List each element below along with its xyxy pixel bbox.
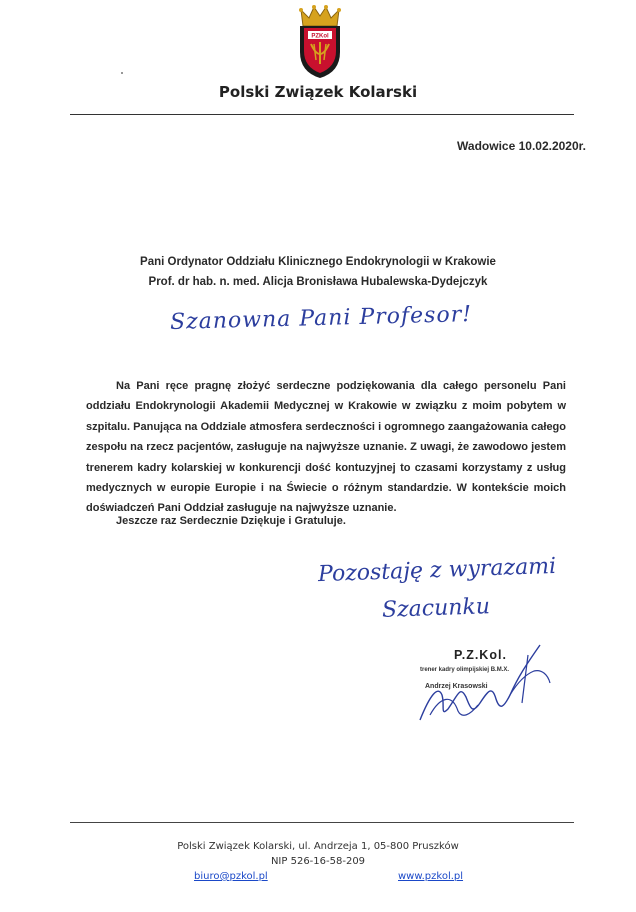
stamp-organization: P.Z.Kol.	[454, 648, 507, 662]
addressee-line-1: Pani Ordynator Oddziału Klinicznego Endokrynologii w Krakowie	[140, 256, 496, 268]
stamp-name: Andrzej Krasowski	[425, 683, 488, 690]
handwritten-closing-line-1: Pozostaję z wyrazami	[317, 553, 557, 588]
svg-text:PZKol: PZKol	[311, 33, 329, 40]
handwritten-salutation: Szanowna Pani Profesor!	[169, 302, 473, 335]
handwritten-closing-line-2: Szacunku	[381, 594, 491, 623]
closing-sentence: Jeszcze raz Serdecznie Dziękuje i Gratuluje.	[116, 515, 346, 527]
footer-address: Polski Związek Kolarski, ul. Andrzeja 1, 05-800 Pruszków	[177, 841, 459, 852]
footer-divider	[70, 822, 574, 823]
handwritten-signature	[400, 625, 560, 730]
pzkol-shield-logo	[295, 4, 345, 80]
header-divider	[70, 114, 574, 115]
body-paragraph: Na Pani ręce pragnę złożyć serdeczne podziękowania dla całego personelu Pani oddziału Endokrynologii Akademii Medycznej w Krakowie w związku z moim pobytem w szpitalu. Panująca na Oddziale atmosfera serdeczności i ogromnego zaangażowania całego zespołu na rzecz pacjentów, zasługuje na najwyższe uznanie. Z uwagi, że zawodowo jestem trenerem kadry kolarskiej w konkurencji dość kontuzyjnej to czasami korzystamy z usług medycznych w europie Europie i na Świecie o różnym standardzie. W kontekście moich doświadczeń Pani Oddział zasługuje na najwyższe uznanie.	[86, 380, 566, 515]
letter-date: Wadowice 10.02.2020r.	[457, 139, 586, 153]
footer-nip: NIP 526-16-58-209	[270, 856, 366, 867]
letter-body	[86, 376, 566, 519]
footer-email-link[interactable]: biuro@pzkol.pl	[194, 871, 268, 882]
stamp-role: trener kadry olimpijskiej B.M.X.	[420, 667, 510, 673]
footer-website-link[interactable]: www.pzkol.pl	[398, 871, 464, 882]
organization-name: Polski Związek Kolarski	[218, 83, 418, 101]
scan-speck	[121, 72, 123, 74]
addressee-line-2: Prof. dr hab. n. med. Alicja Bronisława Hubalewska-Dydejczyk	[148, 276, 488, 288]
